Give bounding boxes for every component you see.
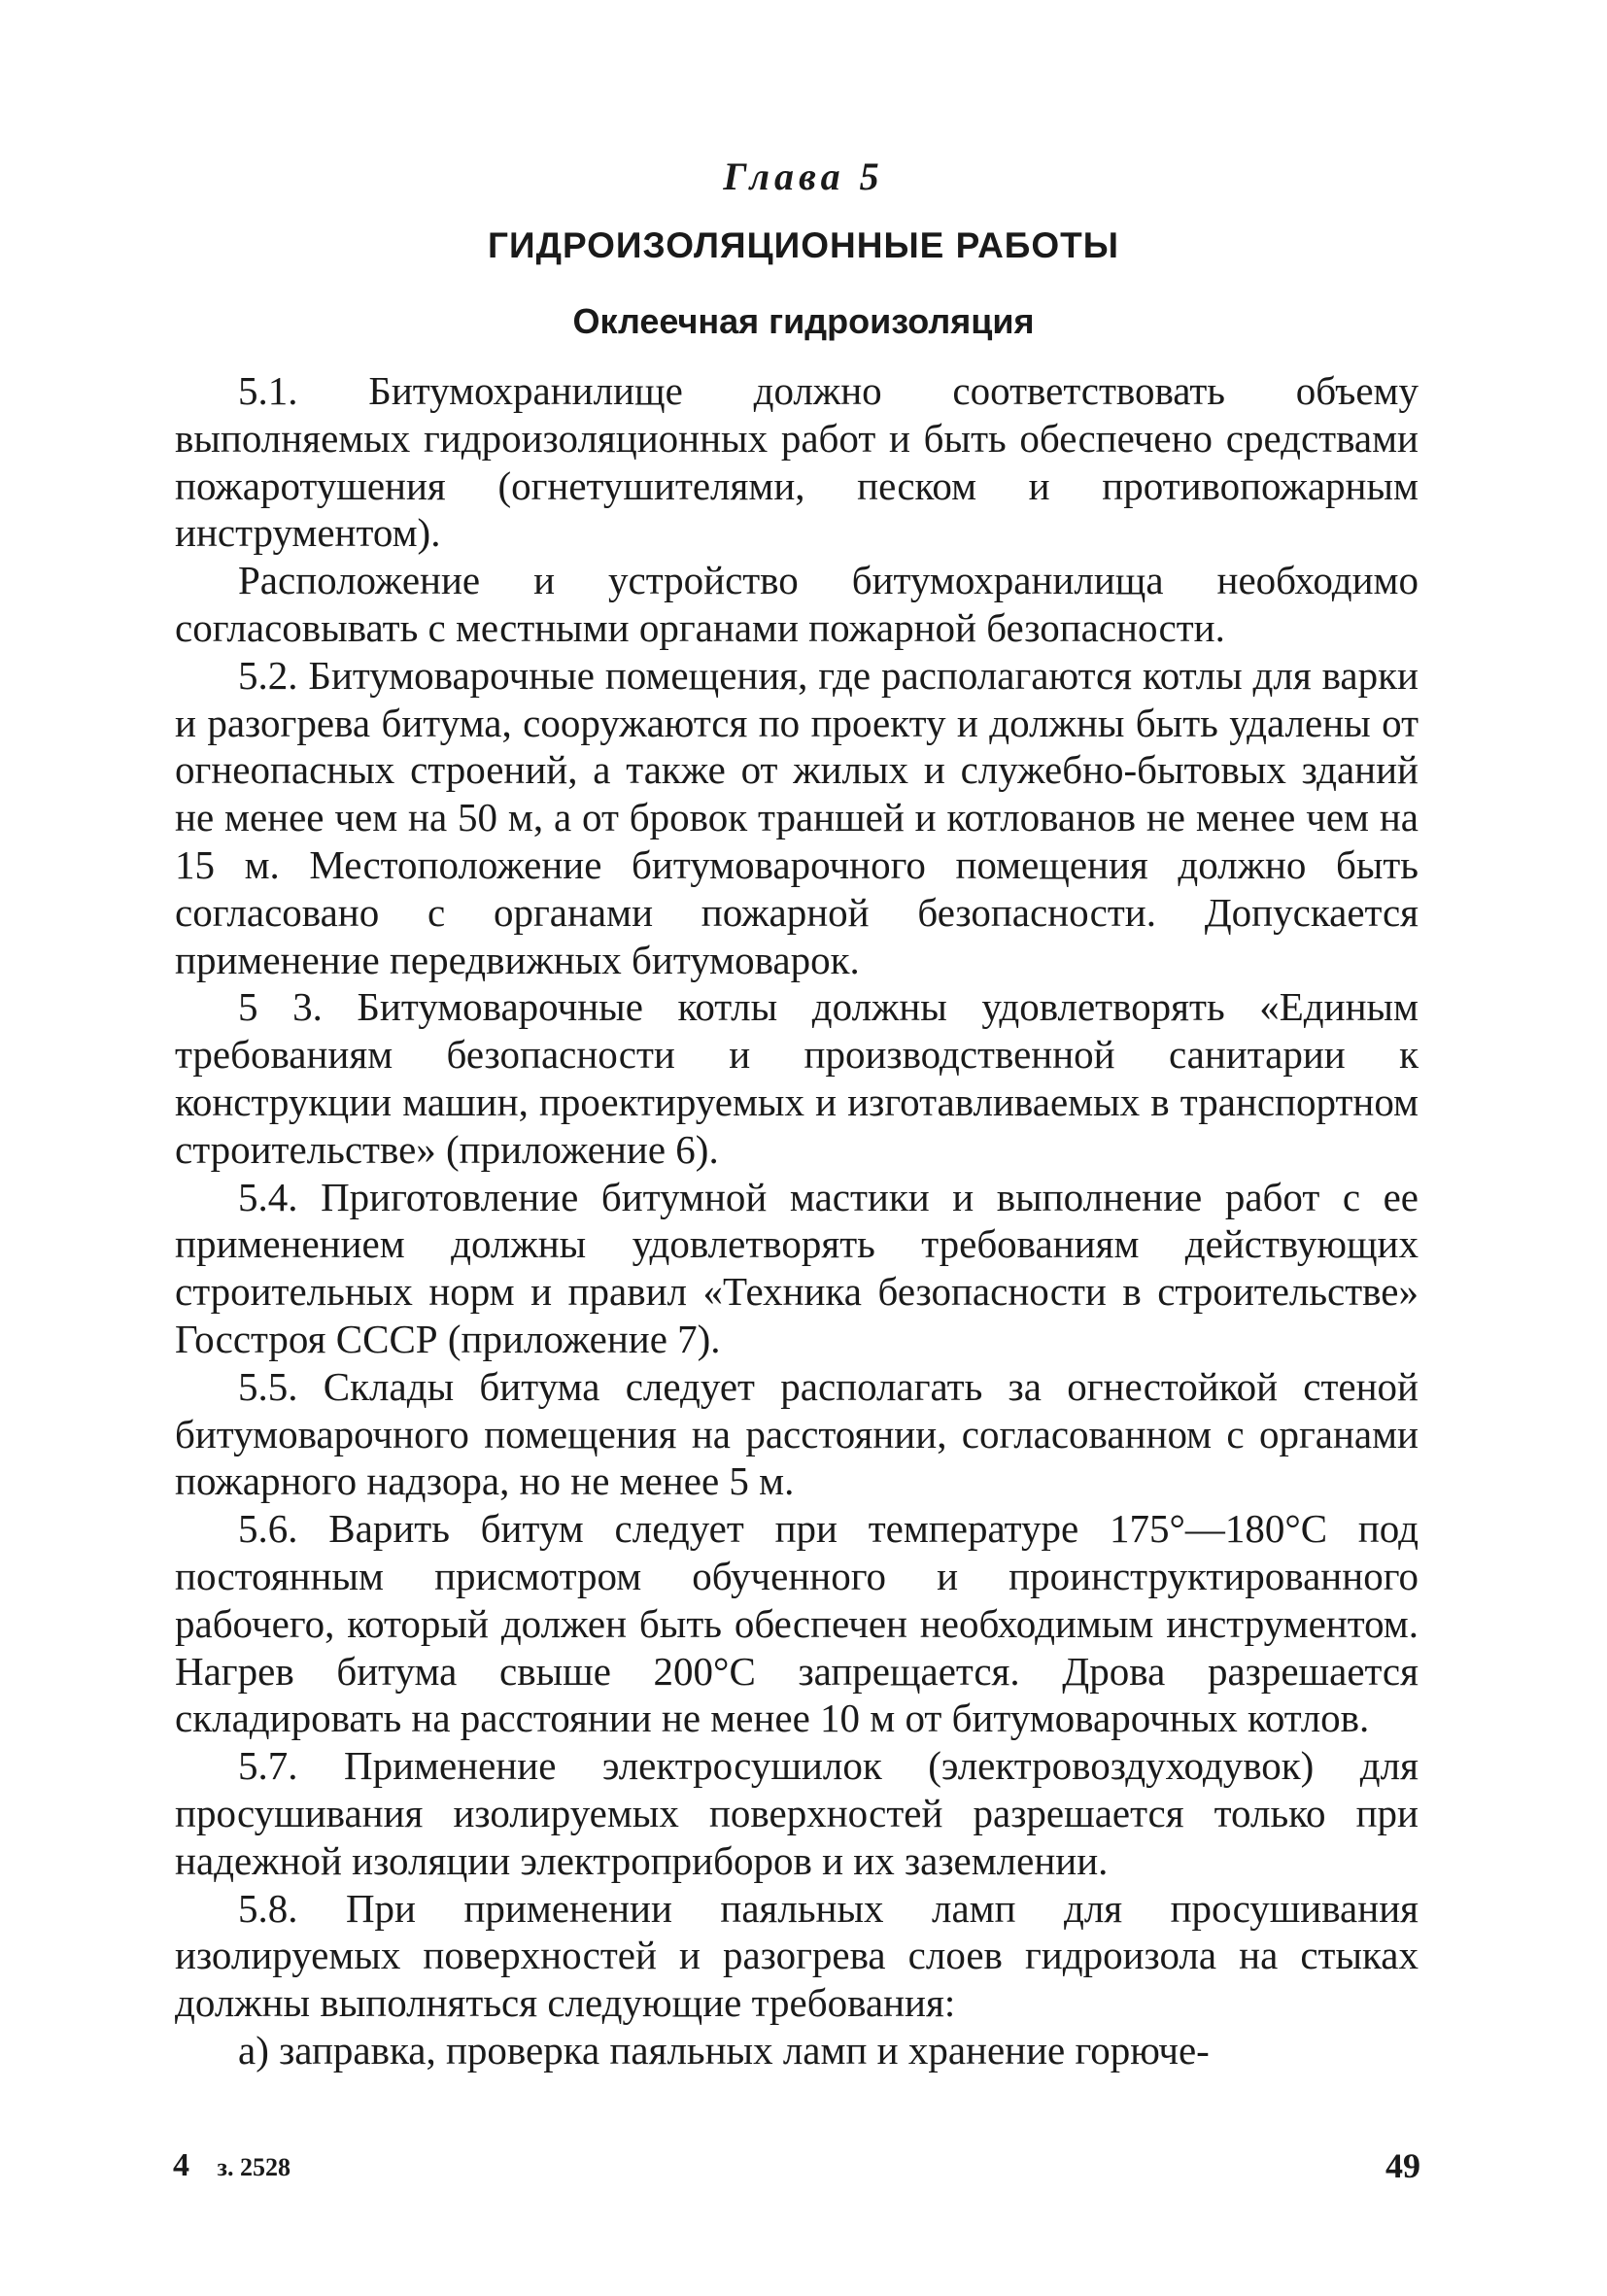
- printer-signature: [173, 2147, 291, 2184]
- page-number: 49: [1385, 2146, 1420, 2185]
- paragraph-5-4: 5.4. Приготовление битумной мастики и выполнение работ с ее применением должны удовлетворять требованиям действующих строительных норм и правил «Техника безопасности в строительстве» Госстроя СССР (приложение 7).: [175, 1174, 1419, 1361]
- signature-mark: 4: [173, 2147, 189, 2183]
- paragraph-5-1: 5.1. Битумохранилище должно соответствовать объему выполняемых гидроизоляционных работ и быть обеспечено средствами пожаротушения (огнетушителями, песком и противопожарным инструментом).: [175, 368, 1419, 556]
- paragraph-5-3: 5 3. Битумоварочные котлы должны удовлетворять «Единым требованиям безопасности и производственной санитарии к конструкции машин, проектируемых и изготавливаемых в транспортном строительстве» (приложение 6).: [175, 984, 1419, 1172]
- paragraph-5-6: 5.6. Варить битум следует при температуре 175°—180°С под постоянным присмотром обученного и проинструктированного рабочего, который должен быть обеспечен необходимым инструментом. Нагрев битума свыше 200°С запрещается. Дрова разрешается складировать на расстоянии не менее 10 м от битумоварочных котлов.: [175, 1506, 1419, 1741]
- paragraph-5-7: 5.7. Применение электросушилок (электровоздуходувок) для просушивания изолируемых поверхностей разрешается только при надежной изоляции электроприборов и их заземлении.: [175, 1743, 1419, 1883]
- paragraph-5-8-item-a: а) заправка, проверка паяльных ламп и хранение горюче-: [238, 2027, 1210, 2073]
- paragraph-5-2: 5.2. Битумоварочные помещения, где располагаются котлы для варки и разогрева битума, сооружаются по проекту и должны быть удалены от огнеопасных строений, а также от жилых и служебно-бытовых зданий не менее чем на 50 м, а от бровок траншей и котлованов не менее чем на 15 м. Местоположение битумоварочного помещения должно быть согласовано с органами пожарной безопасности. Допускается применение передвижных битумоварок.: [175, 652, 1419, 982]
- chapter-heading: Глава 5: [723, 154, 884, 198]
- body-text: [175, 367, 1419, 2074]
- section-title: ГИДРОИЗОЛЯЦИОННЫЕ РАБОТЫ: [488, 225, 1119, 265]
- subsection-title: Оклеечная гидроизоляция: [572, 301, 1035, 341]
- paragraph-5-1-continued: Расположение и устройство битумохранилища необходимо согласовывать с местными органами пожарной безопасности.: [175, 558, 1419, 650]
- signature-code: з. 2528: [217, 2153, 291, 2181]
- paragraph-5-8: 5.8. При применении паяльных ламп для просушивания изолируемых поверхностей и разогрева слоев гидроизола на стыках должны выполняться следующие требования:: [175, 1885, 1419, 2026]
- paragraph-5-5: 5.5. Склады битума следует располагать за огнестойкой стеной битумоварочного помещения на расстоянии, согласованном с органами пожарного надзора, но не менее 5 м.: [175, 1363, 1419, 1504]
